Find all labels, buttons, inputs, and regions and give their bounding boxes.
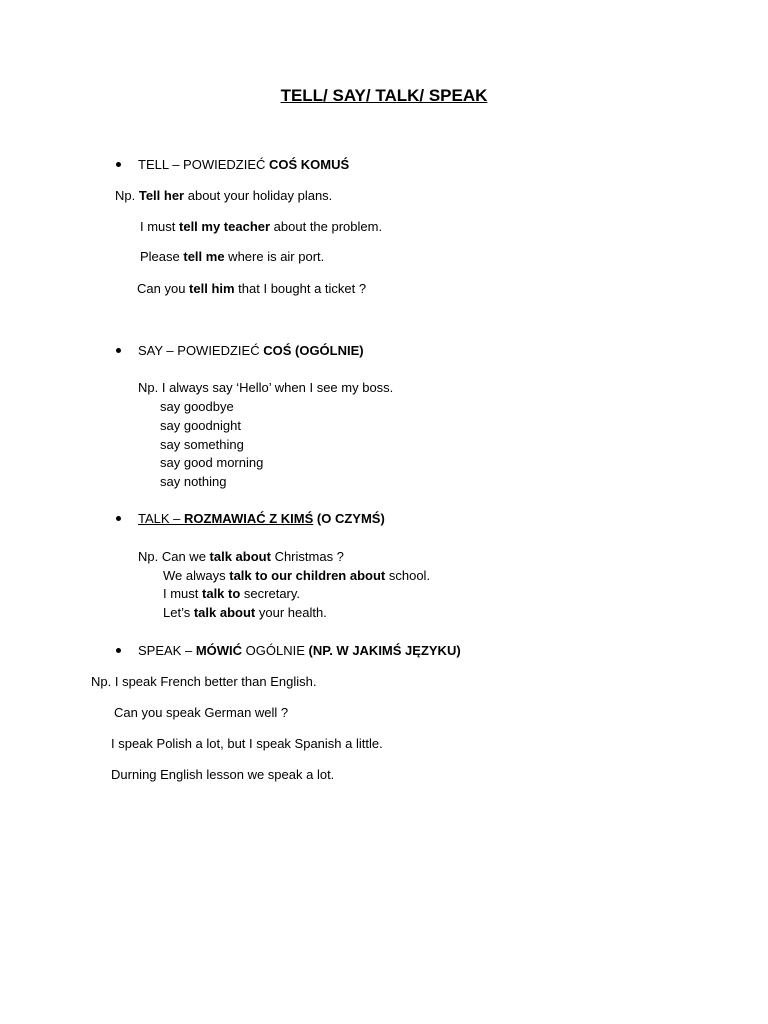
example-text: secretary. xyxy=(240,586,301,601)
example-bold: talk to xyxy=(202,586,241,601)
example-text: where is air port. xyxy=(224,249,325,264)
speak-heading-bold: (NP. W JAKIMŚ JĘZYKU) xyxy=(308,643,461,658)
bullet-icon xyxy=(116,648,121,653)
talk-example-2 xyxy=(163,567,430,585)
example-bold: talk about xyxy=(193,605,256,620)
say-line: say good morning xyxy=(160,455,264,470)
example-text: that I bought a ticket ? xyxy=(234,281,367,296)
talk-heading-bold-underlined: ROZMAWIAĆ Z KIMŚ xyxy=(184,511,314,526)
talk-heading-text: TALK – xyxy=(138,511,185,526)
example-text: Np. xyxy=(115,188,139,203)
bullet-icon xyxy=(116,348,121,353)
example-text: Christmas ? xyxy=(270,549,344,564)
example-text: about your holiday plans. xyxy=(184,188,333,203)
talk-example-4 xyxy=(163,604,327,622)
say-heading-text: SAY – POWIEDZIEĆ xyxy=(138,343,264,358)
tell-heading xyxy=(138,156,349,174)
example-text: school. xyxy=(385,568,431,583)
example-bold: Tell her xyxy=(138,188,185,203)
tell-heading-text: TELL – POWIEDZIEĆ xyxy=(138,157,269,172)
page-title: TELL/ SAY/ TALK/ SPEAK xyxy=(280,86,488,105)
tell-example-2 xyxy=(140,218,382,236)
say-line: say goodnight xyxy=(160,418,241,433)
tell-example-3 xyxy=(140,248,324,266)
example-text: Np. Can we xyxy=(138,549,210,564)
example-text: I must xyxy=(140,219,180,234)
example-bold: talk to our children about xyxy=(229,568,386,583)
speak-heading-text: OGÓLNIE xyxy=(242,643,309,658)
speak-heading xyxy=(138,642,461,660)
example-text: Let’s xyxy=(163,605,194,620)
speak-heading-bold: MÓWIĆ xyxy=(195,643,243,658)
talk-heading-bold: (O CZYMŚ) xyxy=(313,511,385,526)
speak-line: Np. I speak French better than English. xyxy=(91,674,317,689)
tell-example-1 xyxy=(115,187,332,205)
speak-line: Can you speak German well ? xyxy=(114,705,289,720)
say-heading-bold: COŚ (OGÓLNIE) xyxy=(263,343,364,358)
example-bold: talk about xyxy=(209,549,271,564)
say-heading xyxy=(138,342,364,360)
say-line: say something xyxy=(160,437,244,452)
example-bold: tell me xyxy=(183,249,225,264)
say-line: say goodbye xyxy=(160,399,234,414)
say-line: Np. I always say ‘Hello’ when I see my boss. xyxy=(138,380,394,395)
tell-heading-bold: COŚ KOMUŚ xyxy=(269,157,350,172)
speak-line: Durning English lesson we speak a lot. xyxy=(111,767,335,782)
bullet-icon xyxy=(116,516,121,521)
example-bold: tell him xyxy=(189,281,235,296)
speak-heading-text: SPEAK – xyxy=(138,643,196,658)
talk-example-3 xyxy=(163,585,300,603)
example-text: Please xyxy=(140,249,184,264)
say-line: say nothing xyxy=(160,474,227,489)
example-text: Can you xyxy=(137,281,190,296)
example-text: your health. xyxy=(255,605,327,620)
bullet-icon xyxy=(116,162,121,167)
example-text: about the problem. xyxy=(270,219,383,234)
talk-example-1 xyxy=(138,548,344,566)
example-text: We always xyxy=(163,568,230,583)
speak-line: I speak Polish a lot, but I speak Spanish a little. xyxy=(111,736,383,751)
tell-example-4 xyxy=(137,280,366,298)
talk-heading xyxy=(138,510,385,528)
example-text: I must xyxy=(163,586,203,601)
example-bold: tell my teacher xyxy=(179,219,271,234)
